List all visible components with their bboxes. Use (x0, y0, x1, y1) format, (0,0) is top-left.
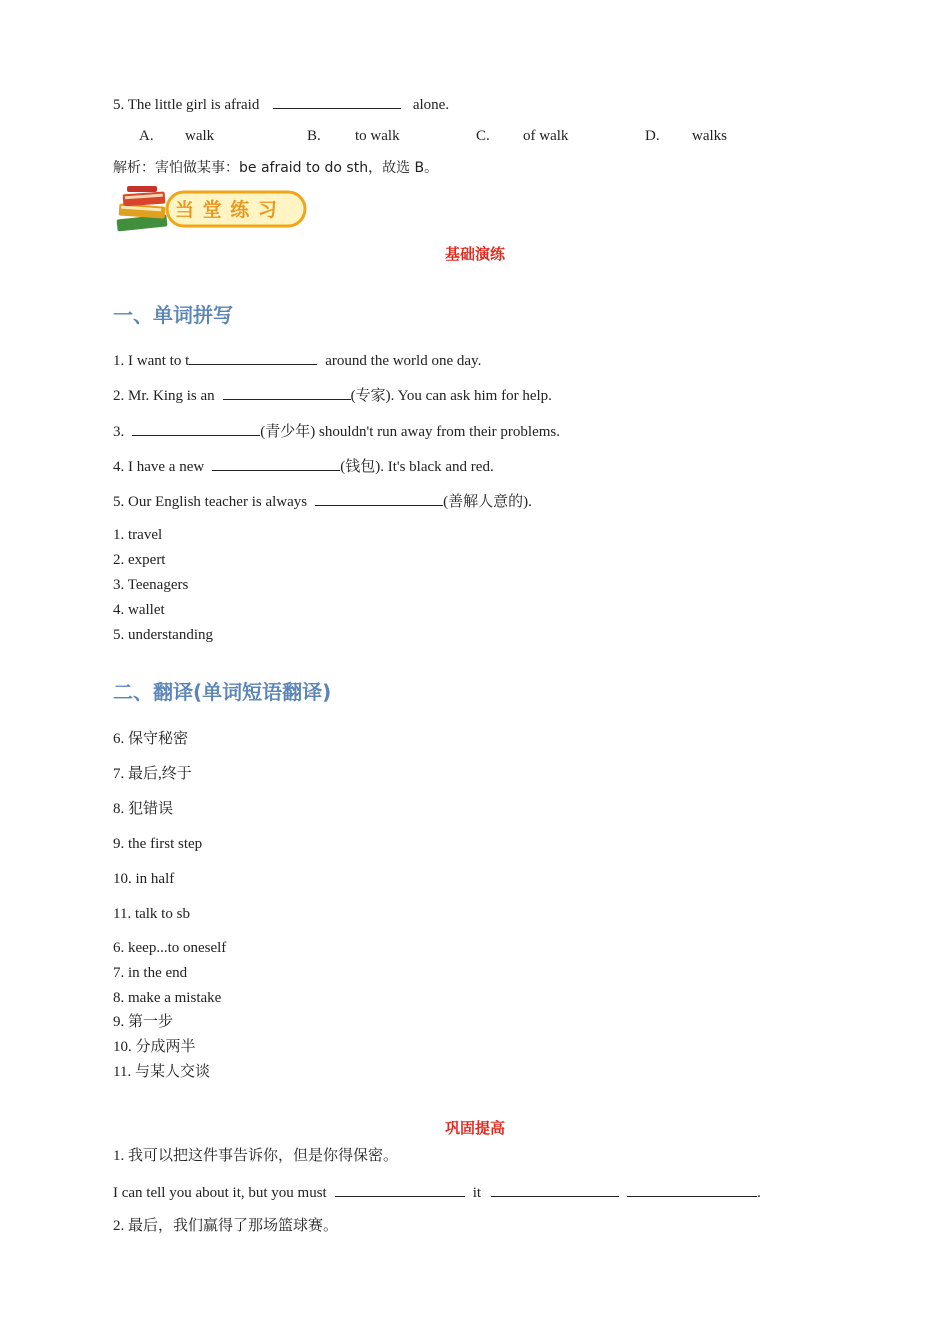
q4-line (113, 456, 494, 477)
prev-question-text: 5. The little girl is afraid (113, 97, 260, 113)
answer-blank[interactable] (223, 385, 351, 400)
answer-blank[interactable] (273, 94, 401, 109)
analysis-text: 解析：害怕做某事：be afraid to do sth，故选 B。 (113, 160, 439, 176)
s3-q1-end: . (757, 1185, 761, 1201)
option-d-letter: D. (645, 128, 660, 144)
answer-blank[interactable] (132, 421, 260, 436)
answer-item: 5. understanding (113, 627, 213, 643)
q1-before: 1. I want to t (113, 353, 190, 369)
translate-item: 10. in half (113, 871, 175, 887)
answer-blank[interactable] (335, 1182, 465, 1197)
basic-practice-heading: 基础演练 (444, 245, 505, 263)
section-1-title: 一、单词拼写 (113, 303, 233, 327)
q4-after: (钱包). It's black and red. (340, 459, 494, 475)
answer-item: 6. keep...to oneself (113, 940, 227, 956)
option-b-letter: B. (307, 128, 321, 144)
q1-line (113, 350, 481, 371)
option-d-text: walks (692, 128, 727, 144)
q5-line (113, 491, 532, 512)
answer-item: 2. expert (113, 552, 166, 568)
answer-blank[interactable] (212, 456, 340, 471)
q2-line (113, 385, 552, 406)
practice-banner (113, 183, 309, 235)
q2-after: (专家). You can ask him for help. (350, 388, 552, 404)
translate-item: 6. 保守秘密 (113, 731, 189, 747)
option-c-text: of walk (523, 128, 569, 144)
q2-before: 2. Mr. King is an (113, 388, 215, 404)
q5-before: 5. Our English teacher is always (113, 494, 308, 510)
answer-item: 7. in the end (113, 965, 188, 981)
translate-item: 11. talk to sb (113, 906, 190, 922)
option-c-letter: C. (476, 128, 490, 144)
option-a-letter: A. (139, 128, 154, 144)
answer-blank[interactable] (491, 1182, 619, 1197)
option-b-text: to walk (355, 128, 400, 144)
q1-after: around the world one day. (325, 353, 482, 369)
q5-after: (善解人意的). (443, 494, 532, 510)
advanced-heading: 巩固提高 (444, 1119, 505, 1137)
prev-question-line (113, 94, 449, 115)
translate-item: 8. 犯错误 (113, 801, 174, 817)
s3-q1-english-line (113, 1182, 761, 1203)
q3-after: (青少年) shouldn't run away from their problems. (260, 424, 560, 440)
answer-item: 1. travel (113, 527, 163, 543)
answer-item: 11. 与某人交谈 (113, 1064, 210, 1080)
s3-q1-chinese: 1. 我可以把这件事告诉你，但是你得保密。 (113, 1148, 399, 1164)
answer-blank[interactable] (189, 350, 317, 365)
banner-label: 当 堂 练 习 (175, 199, 278, 221)
s3-q2-chinese: 2. 最后，我们赢得了那场篮球赛。 (113, 1218, 339, 1234)
translate-item: 9. the first step (113, 836, 203, 852)
answer-blank[interactable] (315, 491, 443, 506)
answer-item: 3. Teenagers (113, 577, 189, 593)
section-2-title: 二、翻译(单词短语翻译) (113, 680, 332, 704)
answer-item: 9. 第一步 (113, 1014, 174, 1030)
answer-item: 4. wallet (113, 602, 165, 618)
answer-blank[interactable] (627, 1182, 757, 1197)
answer-item: 8. make a mistake (113, 990, 222, 1006)
option-a-text: walk (185, 128, 215, 144)
s3-q1-before: I can tell you about it, but you must (113, 1185, 327, 1201)
translate-item: 7. 最后,终于 (113, 766, 192, 782)
s3-q1-mid: it (472, 1185, 482, 1201)
q3-line (113, 421, 560, 442)
answer-item: 10. 分成两半 (113, 1039, 196, 1055)
q3-before: 3. (113, 424, 125, 440)
prev-question-after: alone. (412, 97, 450, 113)
q4-before: 4. I have a new (113, 459, 205, 475)
